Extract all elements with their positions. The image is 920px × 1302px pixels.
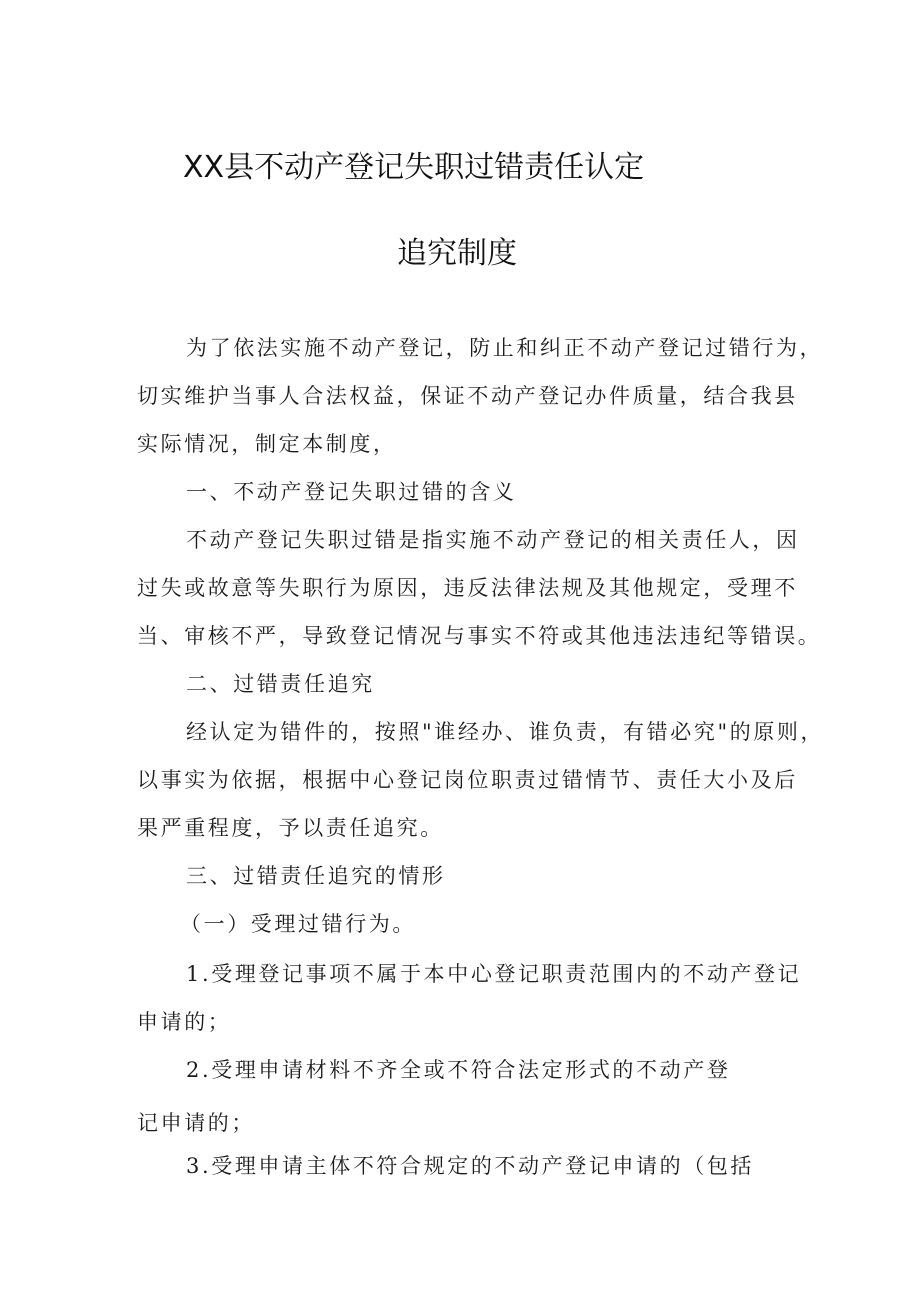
section-heading: 一、不动产登记失职过错的含义 — [186, 480, 517, 504]
document-title-line-2: 追究制度 — [397, 236, 517, 271]
section-heading: 二、过错责任追究 — [186, 672, 375, 696]
paragraph-line: 切实维护当事人合法权益，保证不动产登记办件质量，结合我县 — [137, 384, 798, 408]
list-item-line: 1.受理登记事项不属于本中心登记职责范围内的不动产登记 — [186, 962, 802, 986]
list-item-line: 3.受理申请主体不符合规定的不动产登记申请的（包括 — [186, 1154, 755, 1178]
paragraph-line: 实际情况，制定本制度， — [137, 432, 397, 456]
paragraph-line: 以事实为依据，根据中心登记岗位职责过错情节、责任大小及后 — [137, 768, 798, 792]
list-item-line: 记申请的； — [137, 1111, 255, 1135]
paragraph-line: 不动产登记失职过错是指实施不动产登记的相关责任人，因 — [186, 528, 800, 552]
paragraph-line: 当、审核不严，导致登记情况与事实不符或其他违法违纪等错误。 — [137, 624, 822, 648]
section-heading: 三、过错责任追究的情形 — [186, 864, 446, 888]
list-item-line: 申请的； — [137, 1010, 232, 1034]
paragraph-line: 经认定为错件的，按照"谁经办、谁负责，有错必究"的原则， — [186, 720, 825, 744]
document-title-line-1: XX县不动产登记失职过错责任认定 — [183, 150, 645, 185]
subsection-heading: （一）受理过错行为。 — [180, 912, 416, 936]
list-item-line: 2.受理申请材料不齐全或不符合法定形式的不动产登 — [186, 1058, 731, 1082]
paragraph-line: 过失或故意等失职行为原因，违反法律法规及其他规定，受理不 — [137, 576, 798, 600]
paragraph-line: 为了依法实施不动产登记，防止和纠正不动产登记过错行为， — [186, 336, 824, 360]
paragraph-line: 果严重程度，予以责任追究。 — [137, 816, 444, 840]
